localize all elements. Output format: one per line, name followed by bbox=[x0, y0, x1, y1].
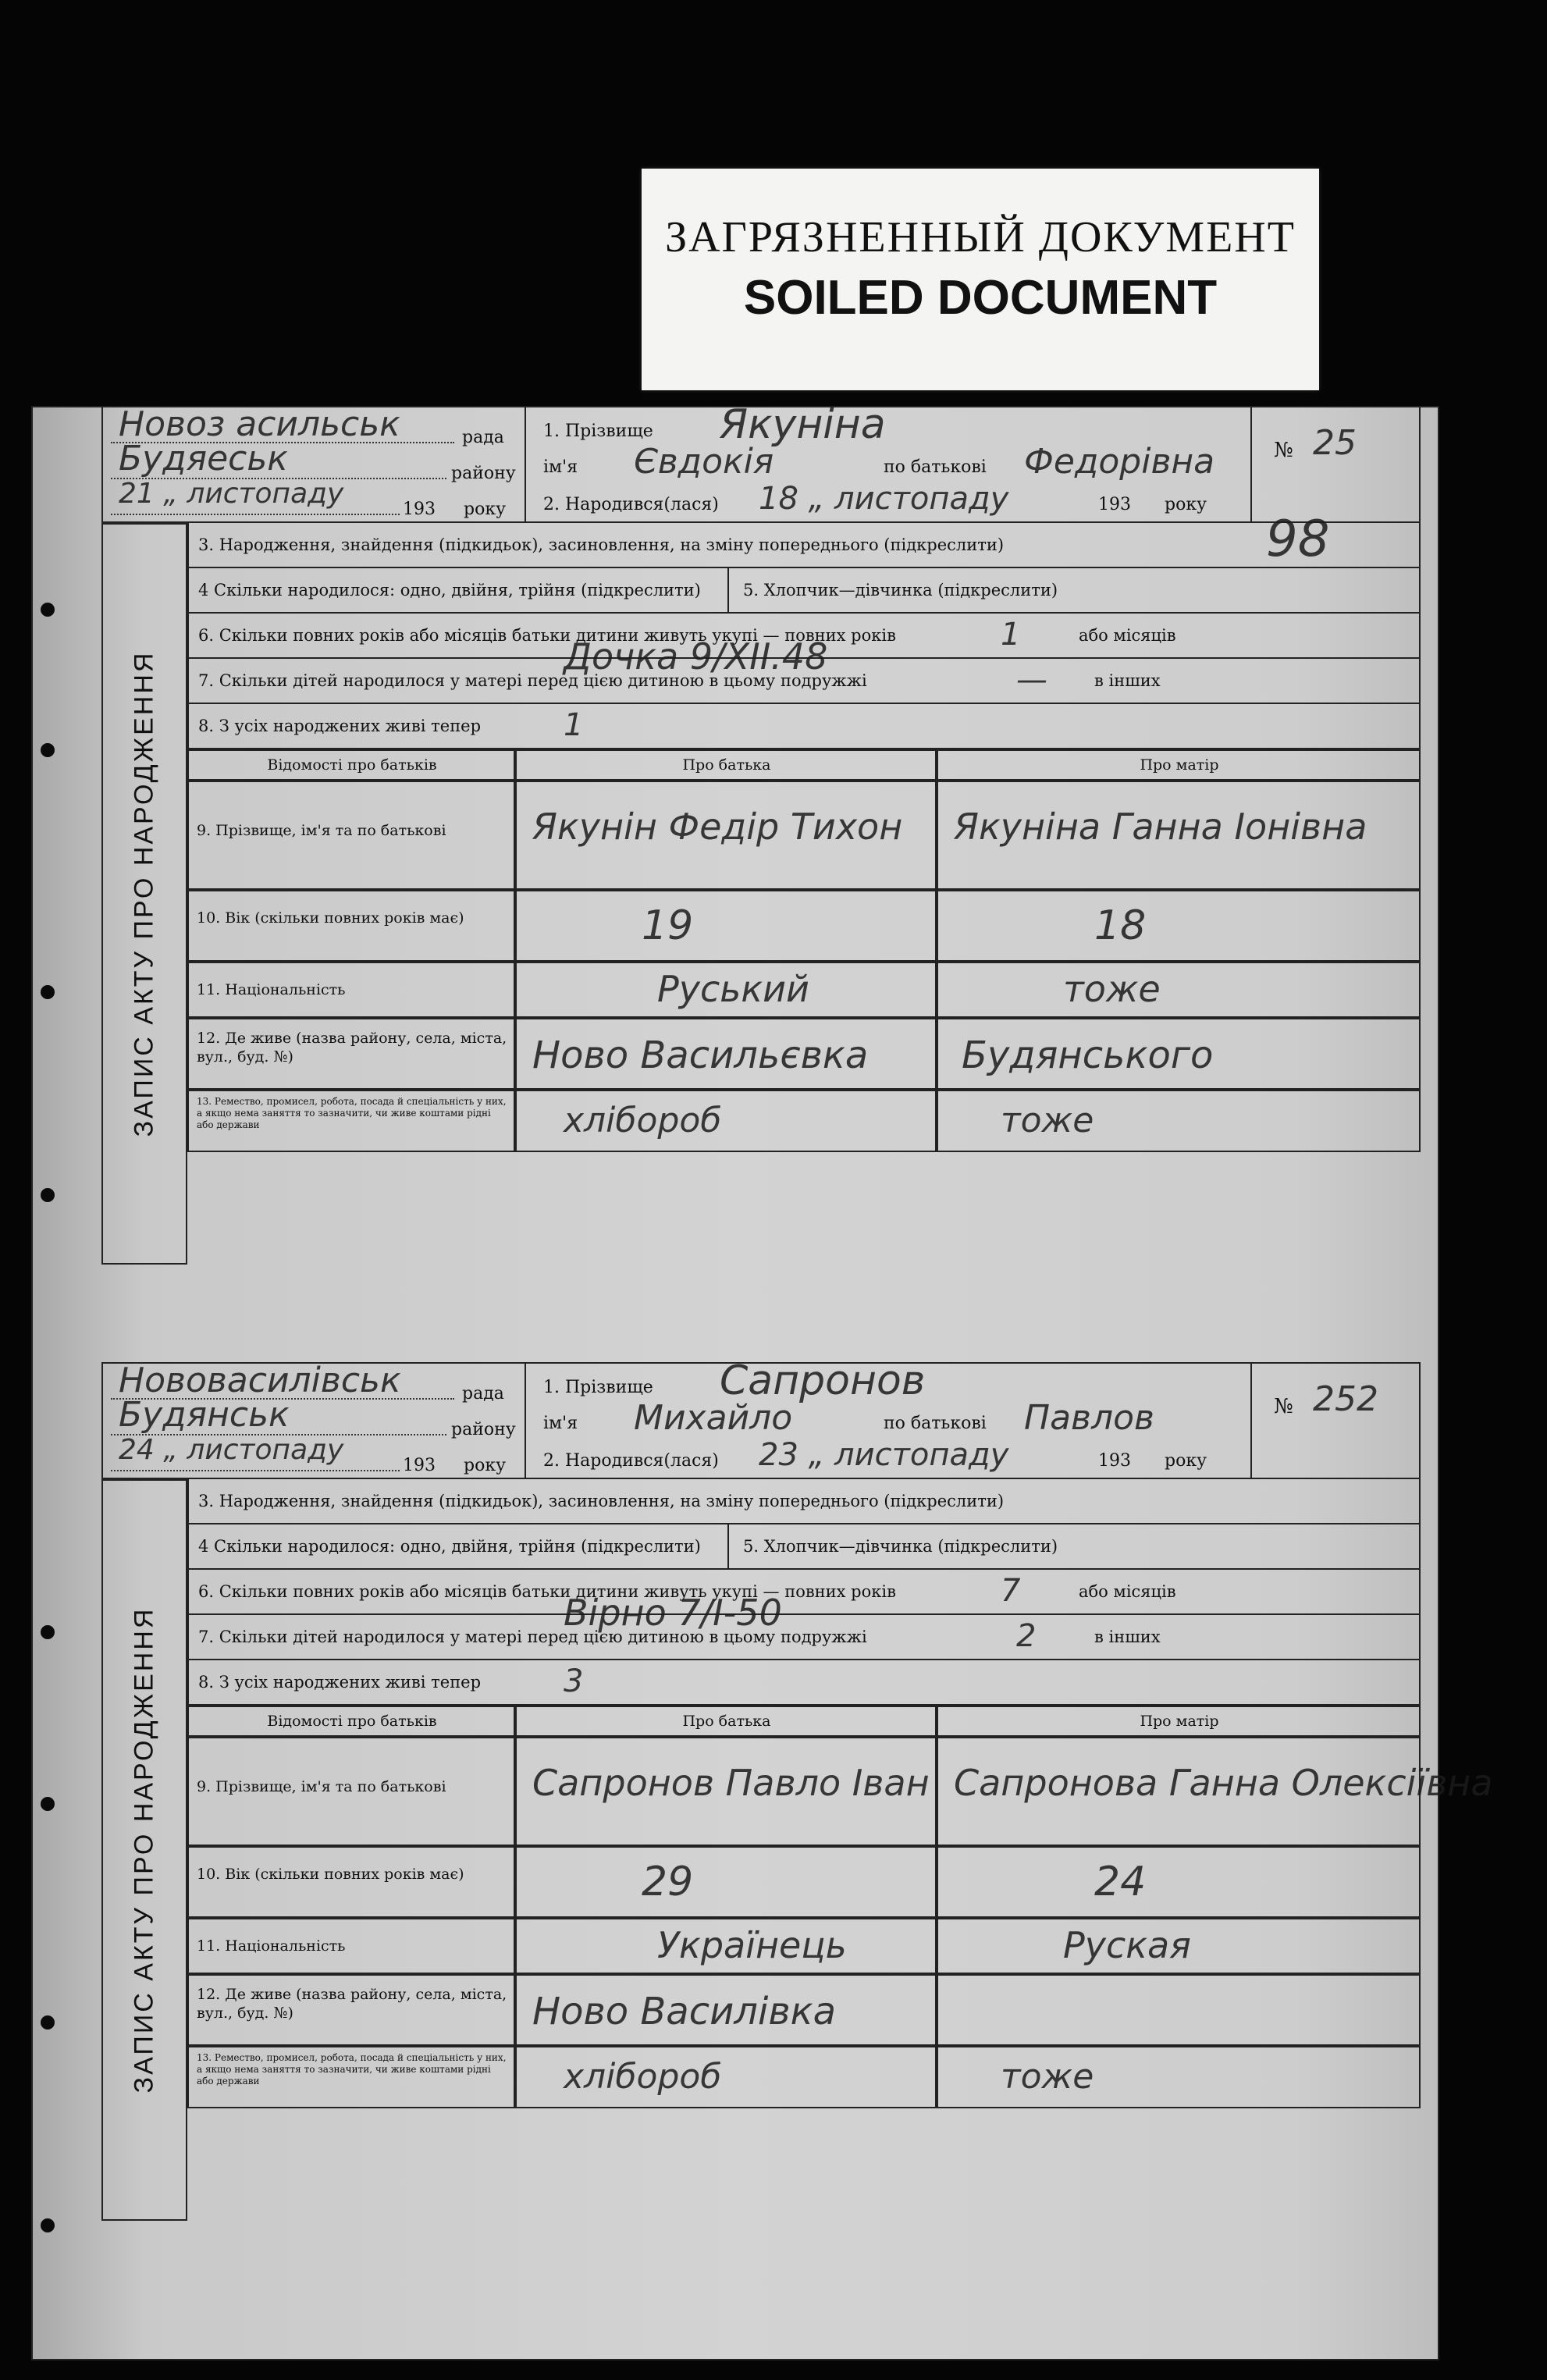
patronymic-label: по батькові bbox=[884, 1414, 987, 1433]
father-nationality: Руський bbox=[657, 968, 809, 1010]
binding-hole bbox=[41, 1625, 55, 1639]
question-5: 5. Хлопчик—дівчинка (підкреслити) bbox=[743, 1537, 1058, 1556]
handwritten-years-together: 1 bbox=[1001, 617, 1021, 653]
handwritten-name: Євдокія bbox=[634, 442, 774, 482]
question-7: 7. Скільки дітей народилося у матері перед цією дитиною в цьому подружжі bbox=[198, 671, 867, 690]
question-8-row bbox=[187, 704, 1421, 749]
father-occupation: хлібороб bbox=[564, 1101, 722, 1140]
handwritten-name: Михайло bbox=[634, 1398, 793, 1438]
mother-nationality: тоже bbox=[1063, 968, 1161, 1010]
question-13: 13. Ремество, промисел, робота, посада й спеціальність у них, а якщо нема заняття то зазначити, чи живе коштами рідні або держави bbox=[197, 2052, 507, 2087]
father-nationality: Українець bbox=[657, 1924, 847, 1966]
handwritten-years-together: 7 bbox=[1001, 1573, 1021, 1609]
question-6-row bbox=[187, 1570, 1421, 1615]
handwritten-surname: Якуніна bbox=[720, 401, 886, 448]
question-7-row bbox=[187, 1592, 1421, 1660]
stamp-english-text: SOILED DOCUMENT bbox=[743, 271, 1218, 325]
handwritten-birth-date: 18 „ листопаду bbox=[759, 481, 1009, 517]
handwritten-district: Будяеськ bbox=[119, 439, 288, 478]
question-3: 3. Народження, знайдення (підкидьок), засиновлення, на зміну попереднього (підкреслити) bbox=[198, 535, 1005, 554]
handwritten-record-number: 25 bbox=[1313, 423, 1357, 463]
surname-label: 1. Прізвище bbox=[543, 1378, 653, 1397]
handwritten-patronymic: Федорівна bbox=[1024, 442, 1215, 482]
record-header bbox=[101, 1357, 1421, 1479]
birth-record-form-2 bbox=[101, 1357, 1493, 2221]
binding-hole bbox=[41, 2015, 55, 2030]
stamp-russian-text: ЗАГРЯЗНЕННЫЙ ДОКУМЕНТ bbox=[665, 213, 1296, 261]
question-10: 10. Вік (скільки повних років має) bbox=[197, 1866, 464, 1883]
question-9: 9. Прізвище, ім'я та по батькові bbox=[197, 1778, 446, 1795]
born-label: 2. Народився(лася) bbox=[543, 495, 719, 514]
question-3-row bbox=[187, 1479, 1421, 1524]
handwritten-patronymic: Павлов bbox=[1024, 1398, 1154, 1438]
name-label: ім'я bbox=[543, 1414, 578, 1433]
father-age: 19 bbox=[642, 902, 694, 949]
side-title bbox=[101, 1479, 187, 2221]
question-8-row bbox=[187, 1660, 1421, 1706]
district-label: району bbox=[451, 464, 516, 483]
birth-year-label: року bbox=[1165, 1451, 1207, 1471]
question-6-months: або місяців bbox=[1079, 1582, 1176, 1601]
question-6-months: або місяців bbox=[1079, 626, 1176, 645]
binding-hole bbox=[41, 743, 55, 757]
side-title-text: ЗАПИС АКТУ ПРО НАРОДЖЕННЯ bbox=[129, 650, 159, 1137]
question-7: 7. Скільки дітей народилося у матері перед цією дитиною в цьому подружжі bbox=[198, 1628, 867, 1646]
council-label: рада bbox=[462, 1384, 504, 1403]
handwritten-birth-date: 23 „ листопаду bbox=[759, 1437, 1009, 1473]
question-3-row bbox=[187, 511, 1421, 568]
surname-label: 1. Прізвище bbox=[543, 422, 653, 441]
district-label: району bbox=[451, 1420, 516, 1439]
mother-full-name: Сапронова Ганна Олексіївна bbox=[954, 1762, 1493, 1804]
binding-hole bbox=[41, 985, 55, 999]
handwritten-district: Будянськ bbox=[119, 1395, 290, 1435]
mother-header: Про матір bbox=[1140, 756, 1219, 774]
question-4: 4 Скільки народилося: одно, двійня, трійня (підкреслити) bbox=[198, 1537, 701, 1556]
birth-year-prefix: 193 bbox=[1098, 1451, 1131, 1471]
question-7-other: в інших bbox=[1094, 1628, 1161, 1646]
handwritten-council: Новоз асильськ bbox=[119, 404, 400, 444]
question-8: 8. З усіх народжених живі тепер bbox=[198, 717, 482, 735]
binding-hole bbox=[41, 2218, 55, 2232]
question-4: 4 Скільки народилося: одно, двійня, трійня (підкреслити) bbox=[198, 581, 701, 599]
question-13: 13. Ремество, промисел, робота, посада й спеціальність у них, а якщо нема заняття то зазначити, чи живе коштами рідні або держави bbox=[197, 1096, 507, 1130]
birth-record-form-1 bbox=[101, 401, 1421, 1265]
parents-table bbox=[187, 1706, 1493, 2097]
child-identity-cell bbox=[525, 401, 1252, 521]
year-prefix: 193 bbox=[403, 1456, 436, 1475]
name-label: ім'я bbox=[543, 457, 578, 477]
handwritten-living-children: 3 bbox=[564, 1663, 584, 1699]
handwritten-surname: Сапронов bbox=[720, 1357, 926, 1404]
number-label: № bbox=[1274, 439, 1293, 462]
year-prefix: 193 bbox=[403, 500, 436, 519]
registry-office-cell bbox=[103, 404, 526, 521]
mother-full-name: Якуніна Ганна Іонівна bbox=[954, 806, 1367, 848]
handwritten-living-children: 1 bbox=[564, 707, 584, 743]
father-age: 29 bbox=[642, 1859, 694, 1905]
parents-info-header: Відомості про батьків bbox=[267, 1713, 437, 1730]
mother-header: Про матір bbox=[1140, 1713, 1219, 1730]
birth-year-prefix: 193 bbox=[1098, 495, 1131, 514]
born-label: 2. Народився(лася) bbox=[543, 1451, 719, 1471]
question-11: 11. Національність bbox=[197, 981, 346, 998]
mother-occupation: тоже bbox=[1001, 2057, 1094, 2097]
handwritten-side-number: 98 bbox=[1266, 511, 1330, 568]
mother-age: 24 bbox=[1094, 1859, 1147, 1905]
birth-year-label: року bbox=[1165, 495, 1207, 514]
patronymic-label: по батькові bbox=[884, 457, 987, 477]
side-title-text: ЗАПИС АКТУ ПРО НАРОДЖЕННЯ bbox=[129, 1606, 159, 2094]
question-10: 10. Вік (скільки повних років має) bbox=[197, 909, 464, 927]
number-label: № bbox=[1274, 1395, 1293, 1418]
father-header: Про батька bbox=[682, 1713, 771, 1730]
council-label: рада bbox=[462, 428, 504, 447]
question-9: 9. Прізвище, ім'я та по батькові bbox=[197, 822, 446, 839]
father-header: Про батька bbox=[682, 756, 771, 774]
year-label: року bbox=[464, 1456, 507, 1475]
mother-residence: Будянського bbox=[962, 1033, 1214, 1077]
father-residence: Ново Василівка bbox=[532, 1990, 837, 2033]
year-label: року bbox=[464, 500, 507, 519]
question-6: 6. Скільки повних років або місяців батьки дитини живуть укупі — повних років bbox=[198, 1582, 896, 1601]
binding-hole bbox=[41, 1188, 55, 1202]
question-4-5-row bbox=[187, 568, 1421, 614]
question-5: 5. Хлопчик—дівчинка (підкреслити) bbox=[743, 581, 1058, 599]
father-residence: Ново Васильєвка bbox=[532, 1033, 869, 1077]
handwritten-record-number: 252 bbox=[1313, 1379, 1378, 1419]
soiled-document-label bbox=[642, 169, 1319, 390]
father-full-name: Якунін Федір Тихон bbox=[532, 806, 903, 848]
handwritten-prior-children: — bbox=[1016, 662, 1047, 698]
question-8: 8. З усіх народжених живі тепер bbox=[198, 1673, 482, 1692]
binding-hole bbox=[41, 603, 55, 617]
question-7-other: в інших bbox=[1094, 671, 1161, 690]
question-11: 11. Національність bbox=[197, 1937, 346, 1955]
father-occupation: хлібороб bbox=[564, 2057, 722, 2097]
question-3: 3. Народження, знайдення (підкидьок), засиновлення, на зміну попереднього (підкреслити) bbox=[198, 1492, 1005, 1510]
mother-age: 18 bbox=[1094, 902, 1147, 949]
child-identity-cell bbox=[525, 1357, 1252, 1478]
handwritten-annotation: Дочка 9/XII.48 bbox=[564, 635, 828, 678]
handwritten-registration-date: 21 „ листопаду bbox=[119, 478, 344, 510]
question-6: 6. Скільки повних років або місяців батьки дитини живуть укупі — повних років bbox=[198, 626, 896, 645]
parents-info-header: Відомості про батьків bbox=[267, 756, 437, 774]
father-full-name: Сапронов Павло Іван bbox=[532, 1762, 930, 1804]
question-12: 12. Де живе (назва району, села, міста, вул., буд. №) bbox=[197, 1986, 507, 2022]
record-number-cell bbox=[1250, 1364, 1422, 1478]
record-number-cell bbox=[1250, 407, 1422, 521]
record-header bbox=[101, 401, 1421, 523]
handwritten-registration-date: 24 „ листопаду bbox=[119, 1434, 344, 1466]
handwritten-council: Нововасилівськ bbox=[119, 1361, 401, 1400]
handwritten-prior-children: 2 bbox=[1016, 1618, 1037, 1654]
question-12: 12. Де живе (назва району, села, міста, вул., буд. №) bbox=[197, 1030, 507, 1065]
parents-table bbox=[187, 749, 1421, 1140]
mother-occupation: тоже bbox=[1001, 1101, 1094, 1140]
question-4-5-row bbox=[187, 1524, 1421, 1570]
registry-office-cell bbox=[103, 1361, 526, 1478]
handwritten-annotation: Вірно 7/I-50 bbox=[564, 1592, 782, 1634]
mother-nationality: Руская bbox=[1063, 1924, 1191, 1966]
side-title bbox=[101, 523, 187, 1265]
binding-hole bbox=[41, 1797, 55, 1811]
